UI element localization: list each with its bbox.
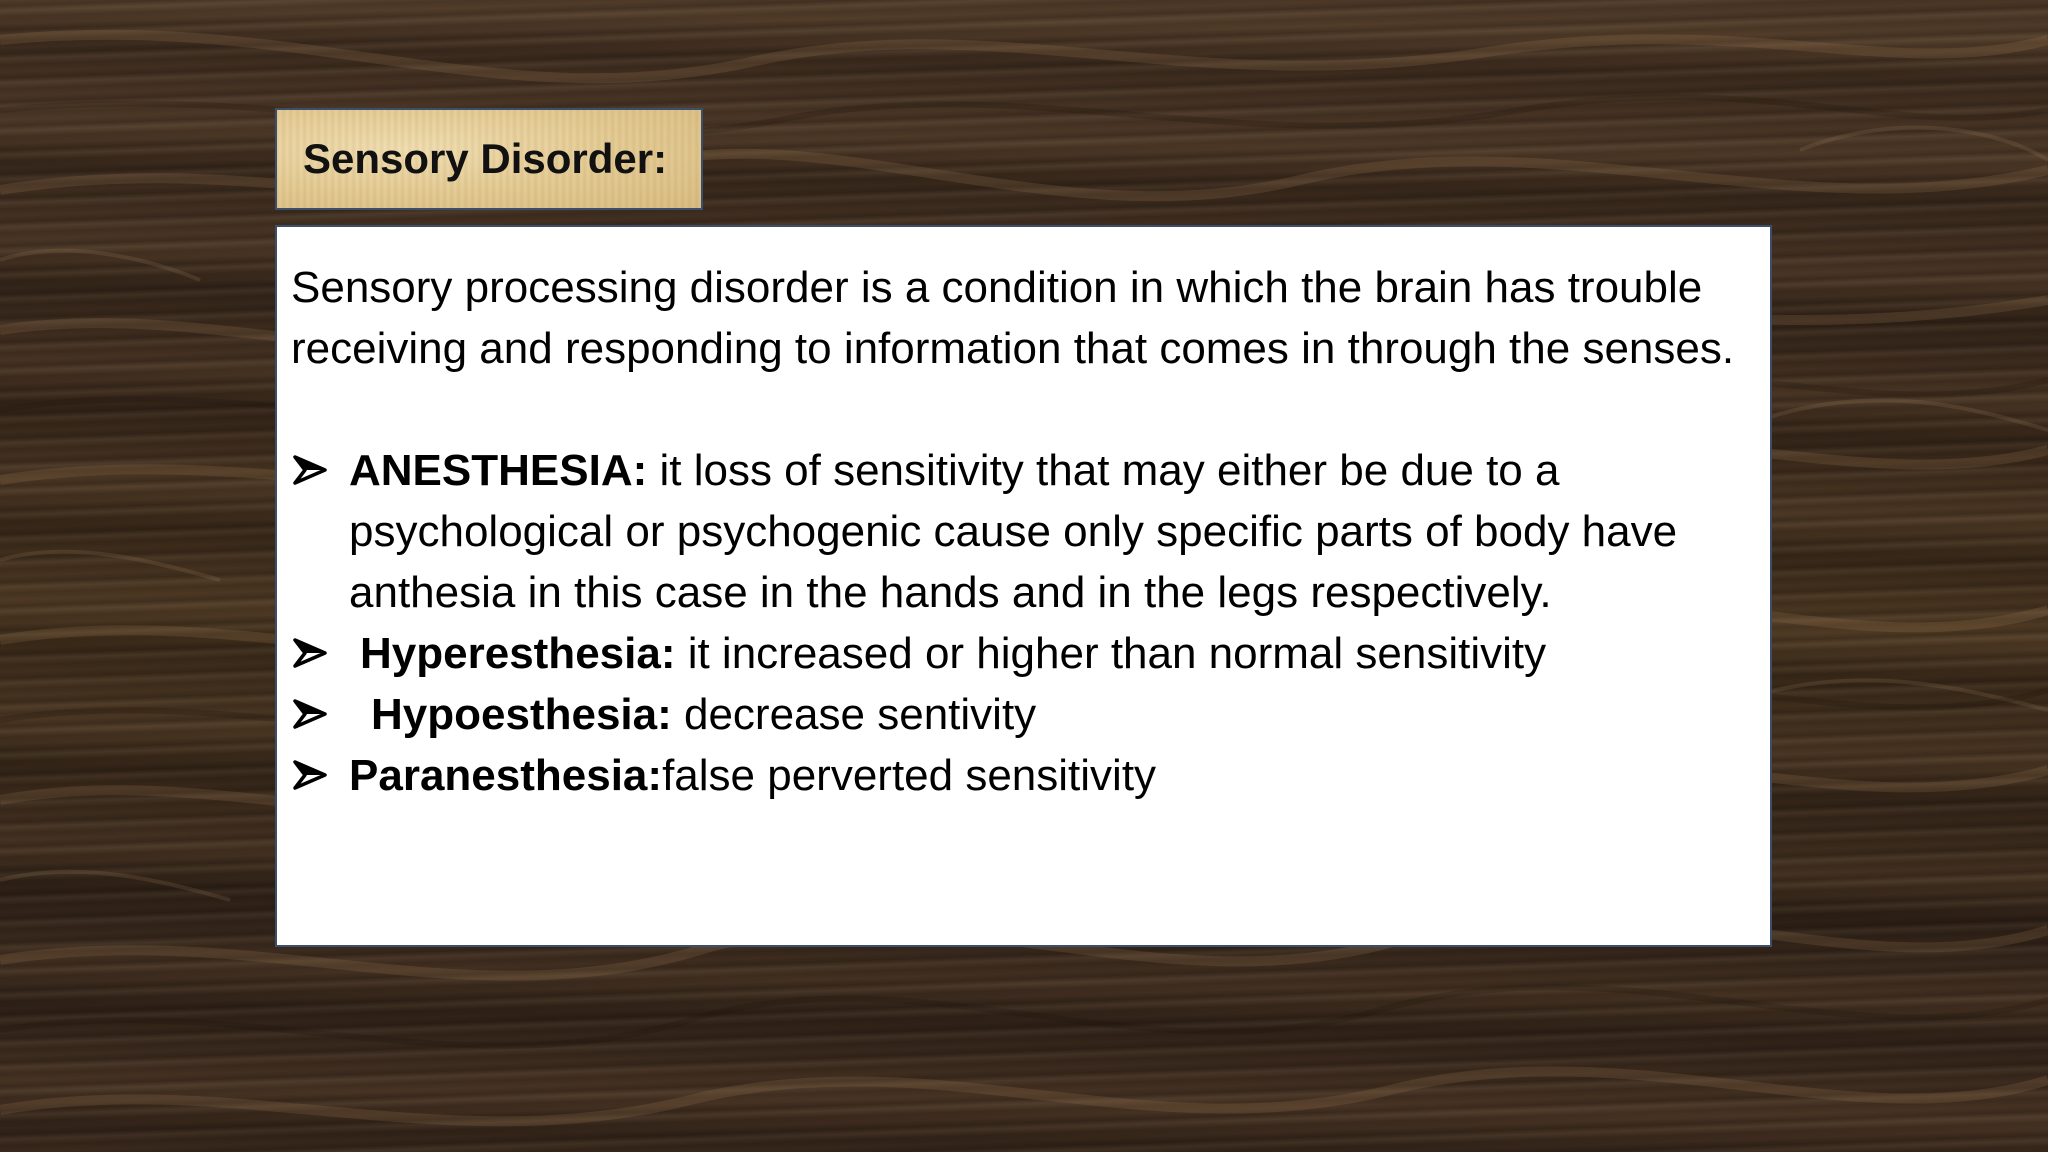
arrowhead-bullet-icon xyxy=(293,455,327,485)
bullet-term: ANESTHESIA: xyxy=(349,446,648,495)
arrowhead-bullet-icon xyxy=(293,760,327,790)
bullet-item-anesthesia xyxy=(291,440,1750,623)
bullet-text: false perverted sensitivity xyxy=(662,751,1157,800)
bullet-term: Paranesthesia: xyxy=(349,751,663,800)
bullet-term: Hypoesthesia: xyxy=(371,690,672,739)
slide-title: Sensory Disorder: xyxy=(303,135,668,182)
bullet-list xyxy=(291,440,1750,806)
title-box xyxy=(275,108,703,210)
arrowhead-bullet-icon xyxy=(293,638,327,668)
arrowhead-bullet-icon xyxy=(293,699,327,729)
bullet-text: it increased or higher than normal sensitivity xyxy=(675,629,1547,678)
bullet-text: decrease sentivity xyxy=(671,690,1037,739)
bullet-term: Hyperesthesia: xyxy=(360,629,676,678)
intro-paragraph: Sensory processing disorder is a condition in which the brain has trouble receiving and responding to information that comes in through the senses. xyxy=(291,263,1735,373)
content-box xyxy=(275,225,1772,947)
bullet-item-hyperesthesia xyxy=(291,623,1750,684)
bullet-item-hypoesthesia xyxy=(291,684,1750,745)
bullet-item-paranesthesia xyxy=(291,745,1750,806)
bullet-text: it loss of sensitivity that may either be due to a psychological or psychogenic cause only specific parts of body have anthesia in this case in the hands and in the legs respectively. xyxy=(349,446,1678,617)
